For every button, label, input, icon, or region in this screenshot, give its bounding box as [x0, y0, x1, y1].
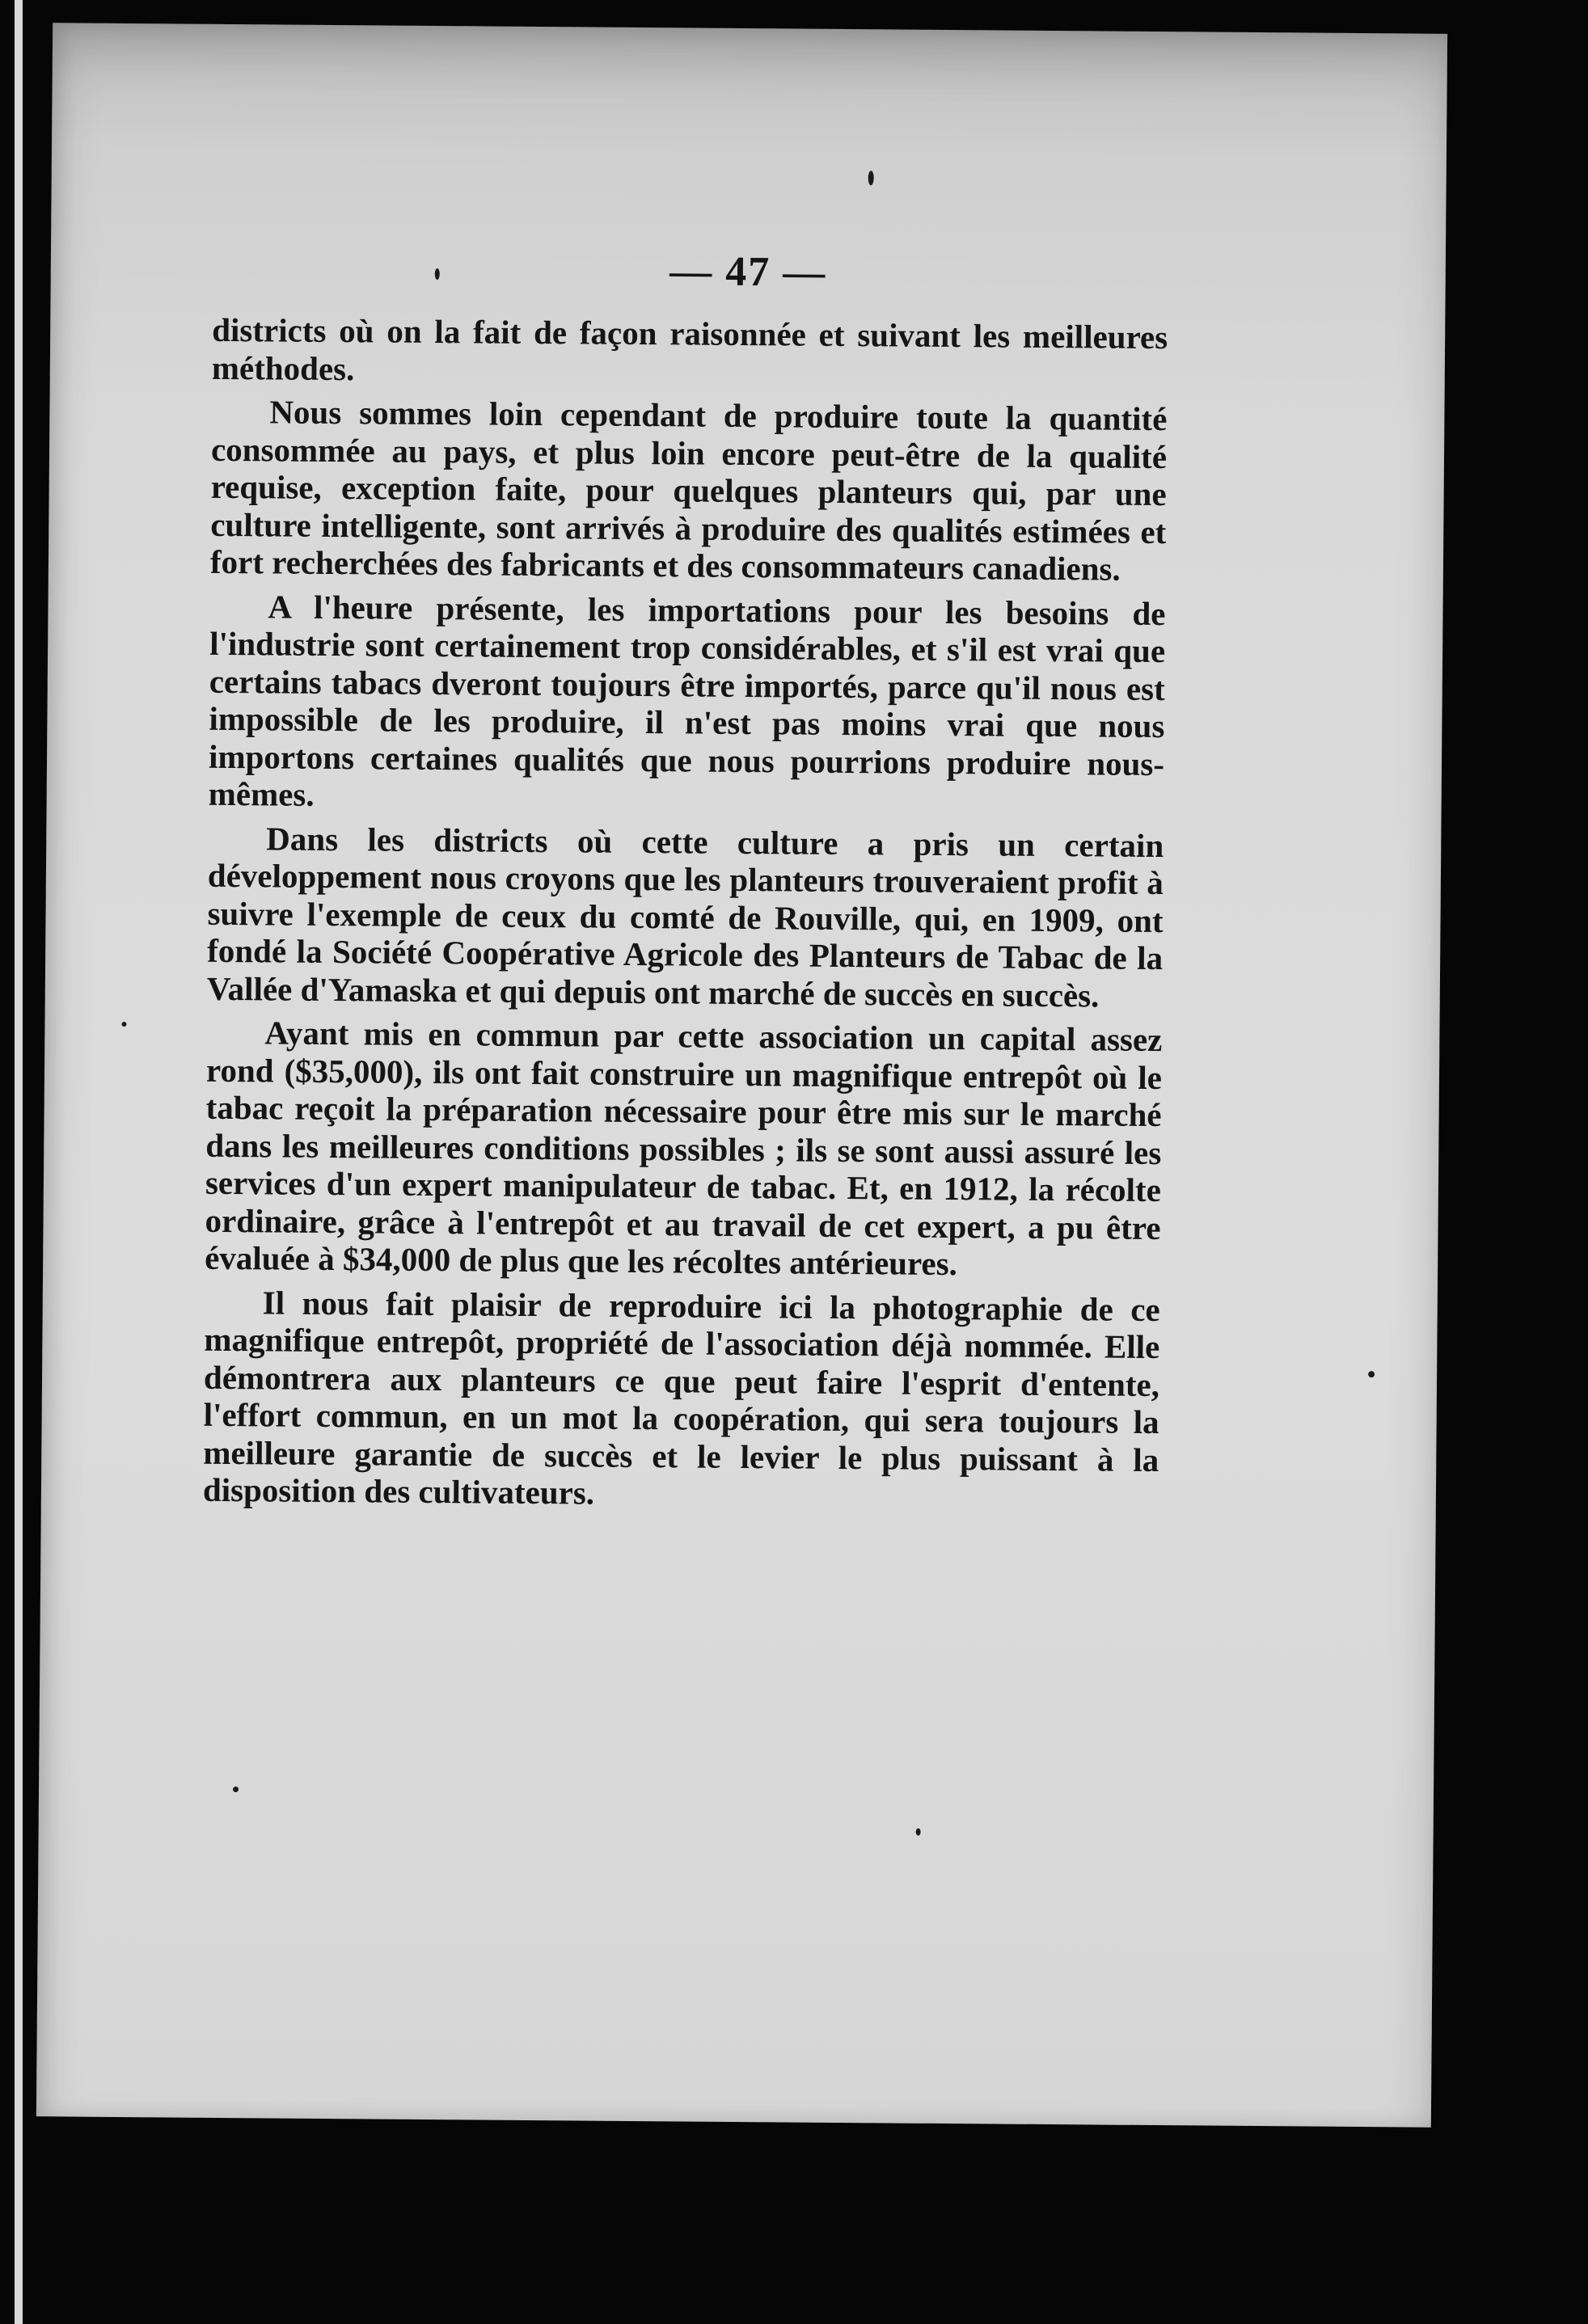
scan-speck: [233, 1786, 239, 1792]
paragraph: Il nous fait plaisir de reproduire ici la photographie de ce magnifique entrepôt, propriété de l'association déjà nommée. Elle démontrera aux planteurs ce que peut faire l'esprit d'entente, l'effort commun, en un mot la coopération, qui sera toujours la meilleure garantie de succès et le levier le plus puissant à la disposition des cultivateurs.: [202, 1283, 1160, 1512]
film-edge-strip: [15, 0, 23, 2324]
body-text: [203, 311, 1168, 1523]
scan-speck: [1368, 1371, 1375, 1377]
scan-speck: [916, 1828, 921, 1836]
page-number: — 47 —: [669, 248, 827, 296]
paragraph: Dans les districts où cette culture a pris un certain développement nous croyons que les planteurs trouveraient profit à suivre l'exemple de ceux du comté de Rouville, qui, en 1909, ont fondé la Société Coopérative Agricole des Planteurs de Tabac de la Vallée d'Yamaska et qui depuis ont marché de succès en succès.: [206, 819, 1164, 1014]
scan-speck: [868, 171, 874, 185]
scanned-page: [36, 23, 1447, 2127]
paragraph: A l'heure présente, les importations pour les besoins de l'industrie sont certainement trop considérables, et s'il est vrai que certains tabacs dveront toujours être importés, parce qu'il nous est impossible de les produire, il n'est pas moins vrai que nous importons certaines qualités que nous pourrions produire nous-mêmes.: [208, 587, 1166, 813]
paragraph: Nous sommes loin cependant de produire toute la quantité consommée au pays, et plus loin encore peut-être de la qualité requise, exception faite, pour quelques planteurs qui, par une culture intelligente, sont arrivés à produire des qualités estimées et fort recherchées des fabricants et des consommateurs canadiens.: [209, 393, 1168, 588]
paragraph: districts où on la fait de façon raisonnée et suivant les meilleures méthodes.: [211, 310, 1168, 387]
paragraph: Ayant mis en commun par cette association un capital assez rond ($35,000), ils ont fait construire un magnifique entrepôt où le tabac reçoit la préparation nécessaire pour être mis sur le marché dans les meilleures conditions possibles ; ils se sont aussi assuré les services d'un expert manipulateur de tabac. Et, en 1912, la récolte ordinaire, grâce à l'entrepôt et au travail de cet expert, a pu être évaluée à $34,000 de plus que les récoltes antérieures.: [205, 1014, 1163, 1283]
scan-speck: [121, 1022, 126, 1027]
